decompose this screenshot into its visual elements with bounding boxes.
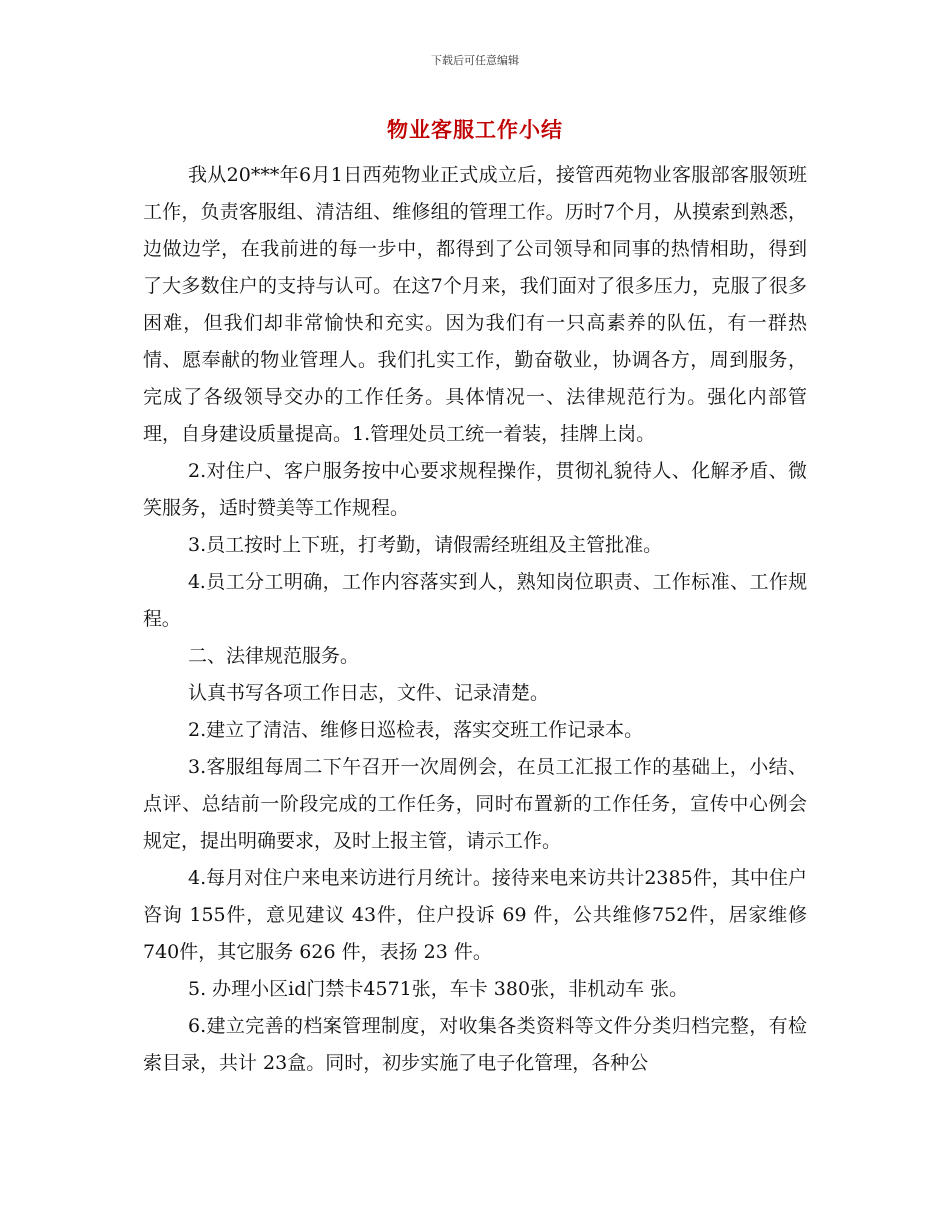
paragraph-item: 4.员工分工明确，工作内容落实到人，熟知岗位职责、工作标准、工作规程。 <box>143 571 807 630</box>
section-heading: 二、法律规范服务。 <box>188 645 360 667</box>
paragraph-item: 5. 办理小区id门禁卡4571张，车卡 380张，非机动车 张。 <box>188 978 689 1000</box>
document-body <box>143 157 807 1082</box>
paragraph-item: 6.建立完善的档案管理制度，对收集各类资料等文件分类归档完整，有检索目录，共计 23盒。同时，初步实施了电子化管理，各种公 <box>143 1015 807 1074</box>
paragraph-item: 4.每月对住户来电来访进行月统计。接待来电来访共计2385件，其中住户咨询 155件，意见建议 43件，住户投诉 69 件，公共维修752件，居家维修 740件，其它服务 626 件，表扬 23 件。 <box>143 867 807 963</box>
paragraph-item: 2.建立了清洁、维修日巡检表，落实交班工作记录本。 <box>188 719 644 741</box>
paragraph-intro: 我从20***年6月1日西苑物业正式成立后，接管西苑物业客服部客服领班工作，负责客服组、清洁组、维修组的管理工作。历时7个月，从摸索到熟悉，边做边学，在我前进的每一步中，都得到了公司领导和同事的热情相助，得到了大多数住户的支持与认可。在这7个月来，我们面对了很多压力，克服了很多困难，但我们却非常愉快和充实。因为我们有一只高素养的队伍，有一群热情、愿奉献的物业管理人。我们扎实工作，勤奋敬业，协调各方，周到服务，完成了各级领导交办的工作任务。具体情况一、法律规范行为。强化内部管理，自身建设质量提高。1.管理处员工统一着装，挂牌上岗。 <box>143 164 807 445</box>
paragraph-item: 3.员工按时上下班，打考勤，请假需经班组及主管批准。 <box>188 534 663 556</box>
paragraph-item: 认真书写各项工作日志，文件、记录清楚。 <box>188 682 550 704</box>
document-title: 物业客服工作小结 <box>387 117 563 142</box>
header-note: 下载后可任意编辑 <box>431 54 519 67</box>
paragraph-item: 3.客服组每周二下午召开一次周例会，在员工汇报工作的基础上，小结、点评、总结前一阶段完成的工作任务，同时布置新的工作任务，宣传中心例会规定，提出明确要求，及时上报主管，请示工作。 <box>143 756 807 852</box>
paragraph-item: 2.对住户、客户服务按中心要求规程操作，贯彻礼貌待人、化解矛盾、微笑服务，适时赞美等工作规程。 <box>143 460 807 519</box>
